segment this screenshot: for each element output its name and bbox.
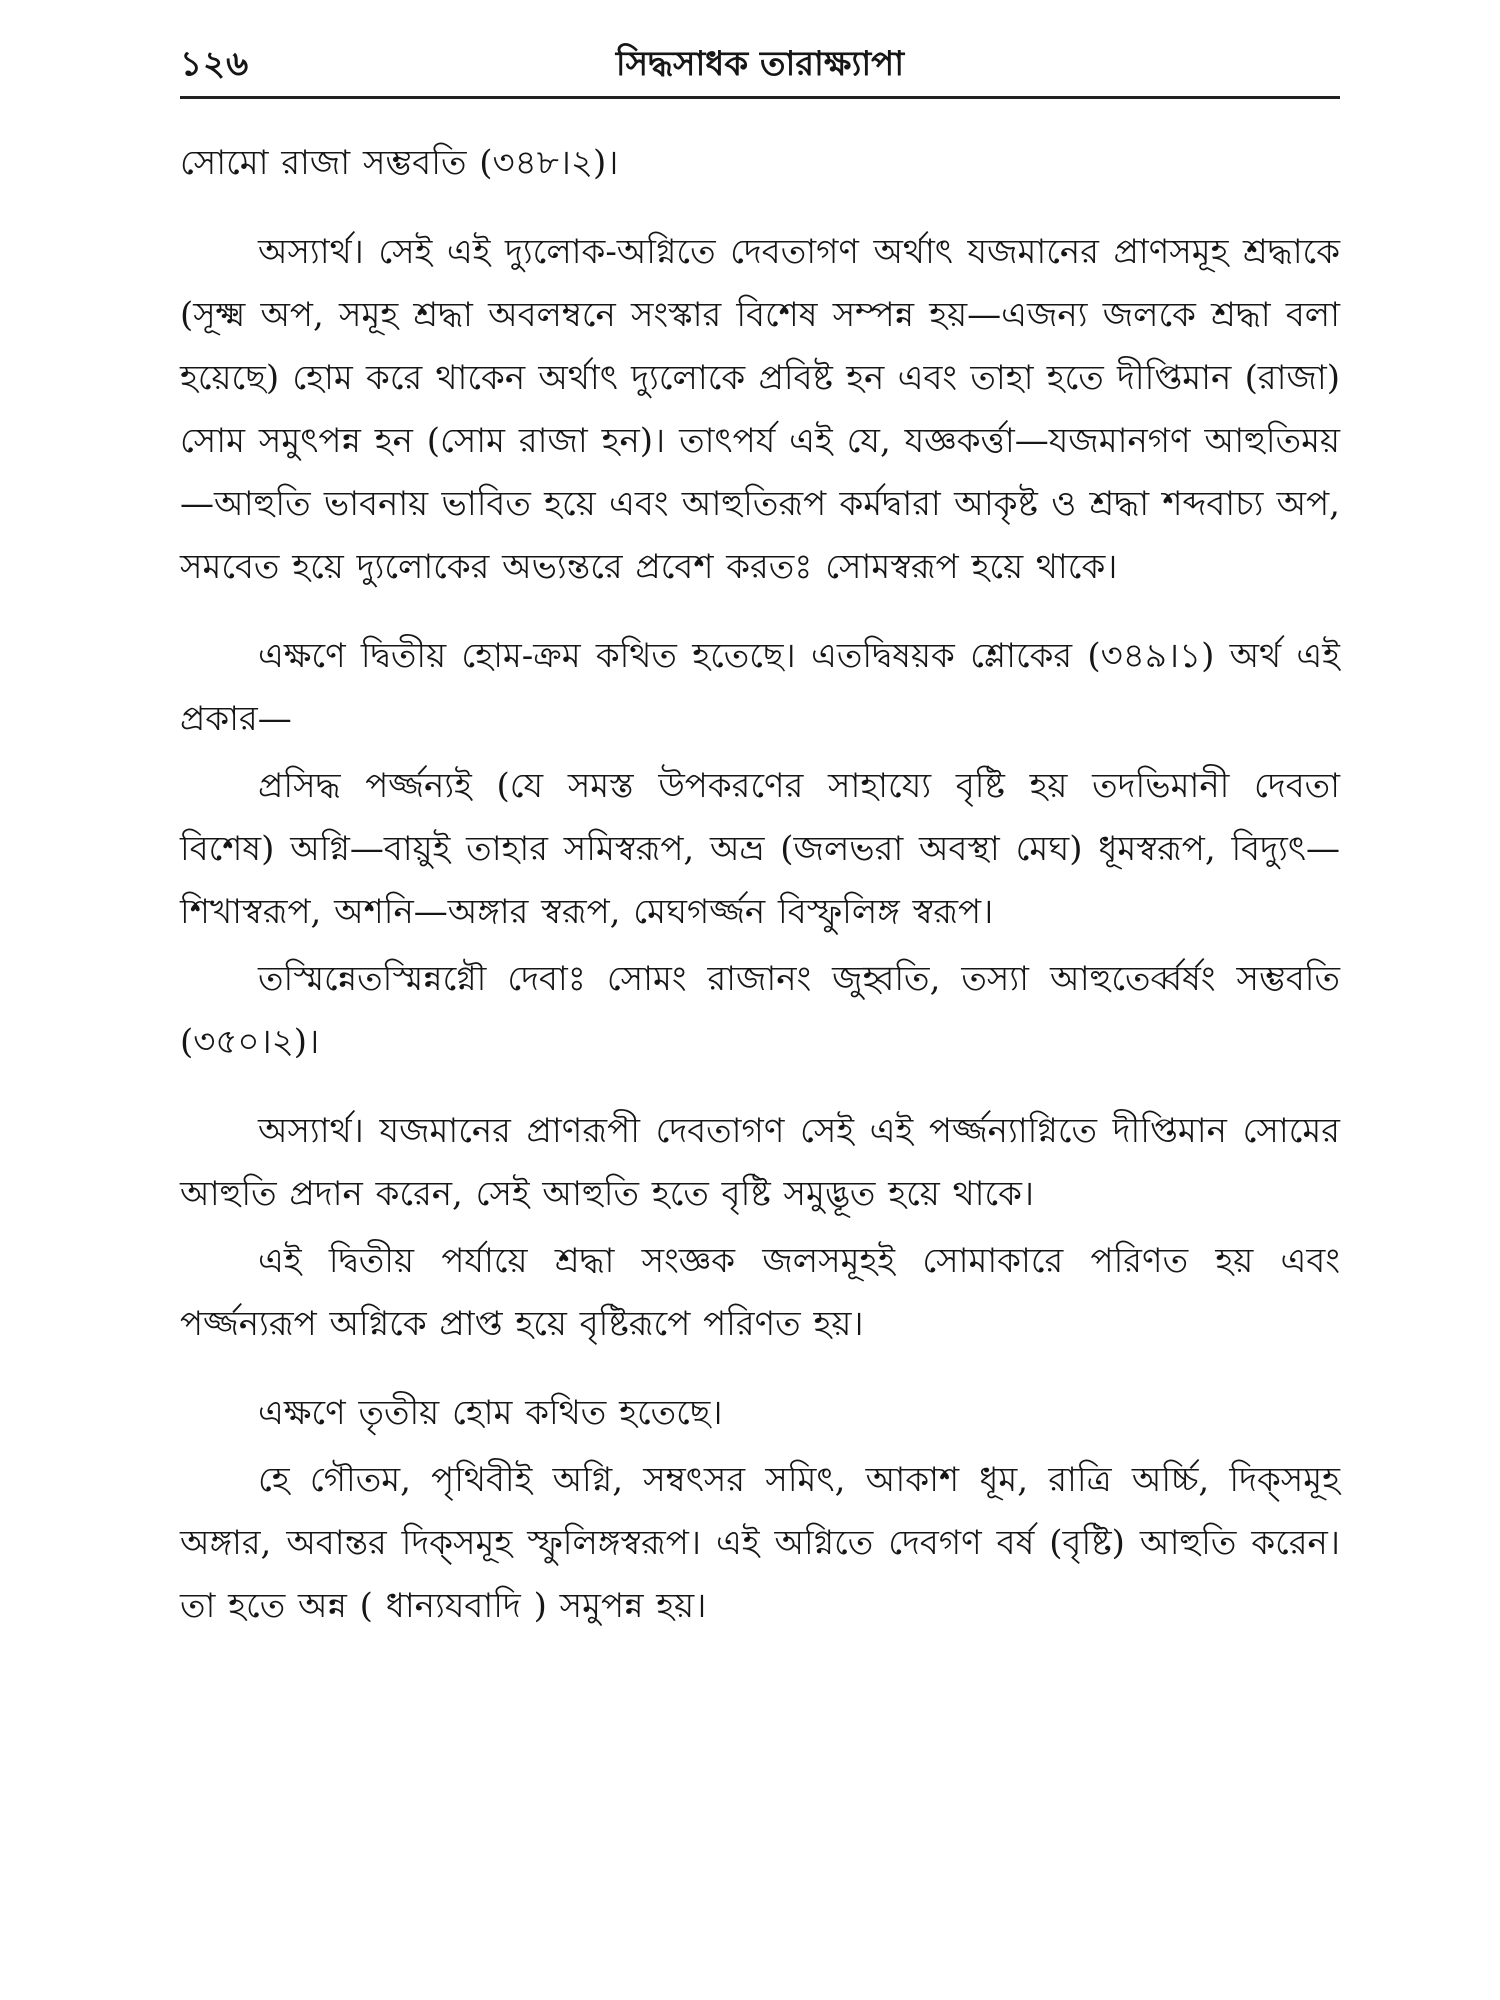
paragraph-verse-end: সোমো রাজা সম্ভবতি (৩৪৮।২)।	[180, 143, 619, 183]
paragraph-explanation-second: অস্যার্থ। যজমানের প্রাণরূপী দেবতাগণ সেই এই পর্জ্জন্যাগ্নিতে দীপ্তিমান সোমের আহুতি প্রদান করেন, সেই আহুতি হতে বৃষ্টি সমুদ্ভূত হয়ে থাকে।	[180, 1111, 1340, 1214]
paragraph-earth-fire-description: হে গৌতম, পৃথিবীই অগ্নি, সম্বৎসর সমিৎ, আকাশ ধূম, রাত্রি অর্চ্চি, দিক্‌সমূহ অঙ্গার, অবান্তর দিক্‌সমূহ স্ফুলিঙ্গস্বরূপ। এই অগ্নিতে দেবগণ বর্ষ (বৃষ্টি) আহুতি করেন। তা হতে অন্ন ( ধান্যযবাদি ) সমুপন্ন হয়।	[180, 1460, 1340, 1626]
header-divider	[180, 96, 1340, 99]
running-title: সিদ্ধসাধক তারাক্ষ্যাপা	[615, 44, 905, 84]
page-header	[180, 38, 1340, 88]
paragraph-third-homa-intro: এক্ষণে তৃতীয় হোম কথিত হতেছে।	[258, 1393, 723, 1433]
page-number: ১২৬	[180, 44, 250, 84]
page-body	[180, 132, 1340, 1664]
paragraph-second-stage-summary: এই দ্বিতীয় পর্যায়ে শ্রদ্ধা সংজ্ঞক জলসমূহই সোমাকারে পরিণত হয় এবং পর্জ্জন্যরূপ অগ্নিকে প্রাপ্ত হয়ে বৃষ্টিরূপে পরিণত হয়।	[180, 1241, 1340, 1344]
paragraph-parjanya-description: প্রসিদ্ধ পর্জ্জন্যই (যে সমস্ত উপকরণের সাহায্যে বৃষ্টি হয় তদভিমানী দেবতা বিশেষ) অগ্নি—বায়ুই তাহার সমিস্বরূপ, অভ্র (জলভরা অবস্থা মেঘ) ধূমস্বরূপ, বিদ্যুৎ—শিখাস্বরূপ, অশনি—অঙ্গার স্বরূপ, মেঘগর্জ্জন বিস্ফুলিঙ্গ স্বরূপ।	[180, 766, 1340, 932]
paragraph-sanskrit-verse: তস্মিন্নেতস্মিন্নগ্নৌ দেবাঃ সোমং রাজানং জুহ্বতি, তস্যা আহুতের্ব্বর্ষং সম্ভবতি (৩৫০।২)।	[180, 959, 1340, 1062]
paragraph-second-homa-intro: এক্ষণে দ্বিতীয় হোম-ক্রম কথিত হতেছে। এতদ্বিষয়ক শ্লোকের (৩৪৯।১) অর্থ এই প্রকার—	[180, 636, 1340, 739]
paragraph-explanation-first: অস্যার্থ। সেই এই দ্যুলোক-অগ্নিতে দেবতাগণ অর্থাৎ যজমানের প্রাণসমূহ শ্রদ্ধাকে (সূক্ষ্ম অপ, সমূহ শ্রদ্ধা অবলম্বনে সংস্কার বিশেষ সম্পন্ন হয়—এজন্য জলকে শ্রদ্ধা বলা হয়েছে) হোম করে থাকেন অর্থাৎ দ্যুলোকে প্রবিষ্ট হন এবং তাহা হতে দীপ্তিমান (রাজা) সোম সমুৎপন্ন হন (সোম রাজা হন)। তাৎপর্য এই যে, যজ্ঞকর্ত্তা—যজমানগণ আহুতিময়—আহুতি ভাবনায় ভাবিত হয়ে এবং আহুতিরূপ কর্মদ্বারা আকৃষ্ট ও শ্রদ্ধা শব্দবাচ্য অপ, সমবেত হয়ে দ্যুলোকের অভ্যন্তরে প্রবেশ করতঃ সোমস্বরূপ হয়ে থাকে।	[180, 232, 1340, 587]
